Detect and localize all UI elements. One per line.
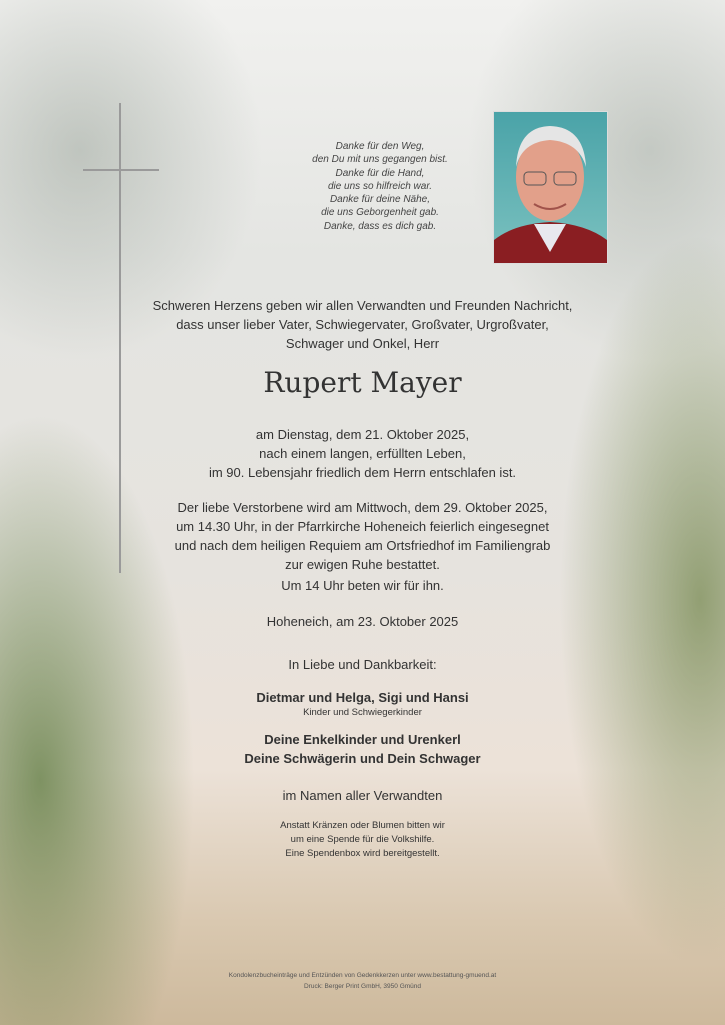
death-line: im 90. Lebensjahr friedlich dem Herrn entschlafen ist.: [208, 465, 517, 480]
donation-line: Eine Spendenbox wird bereitgestellt.: [285, 848, 440, 859]
funeral-line: und nach dem heiligen Requiem am Ortsfriedhof im Familiengrab: [174, 538, 551, 553]
intro-line: Schweren Herzens geben wir allen Verwandten und Freunden Nachricht,: [152, 298, 573, 313]
poem-line: die uns Geborgenheit gab.: [321, 207, 439, 219]
family-children: Dietmar und Helga, Sigi und Hansi: [256, 690, 469, 705]
love-text: In Liebe und Dankbarkeit:: [288, 657, 437, 672]
death-text: [0, 425, 725, 482]
poem-line: Danke für den Weg,: [335, 141, 425, 152]
donation-text: [0, 819, 725, 861]
family-grandchildren: Deine Enkelkinder und Urenkerl: [264, 732, 461, 747]
intro-text: [0, 296, 725, 353]
family-inlaws: Deine Schwägerin und Dein Schwager: [244, 751, 481, 766]
relatives-text: im Namen aller Verwandten: [282, 788, 443, 803]
footer-line: Druck: Berger Print GmbH, 3950 Gmünd: [303, 983, 422, 990]
poem-line: die uns so hilfreich war.: [327, 180, 433, 192]
cross-icon-bar: [83, 169, 159, 171]
poem-line: den Du mit uns gegangen bist.: [312, 154, 448, 166]
poem-line: Danke für die Hand,: [335, 167, 425, 179]
funeral-line: um 14.30 Uhr, in der Pfarrkirche Hoheneich feierlich eingesegnet: [176, 519, 549, 534]
deceased-name: Rupert Mayer: [263, 366, 462, 399]
footer: [0, 970, 725, 992]
prayer-text: Um 14 Uhr beten wir für ihn.: [281, 578, 444, 593]
intro-line: Schwager und Onkel, Herr: [285, 336, 440, 351]
death-line: am Dienstag, dem 21. Oktober 2025,: [255, 427, 470, 442]
funeral-line: Der liebe Verstorbene wird am Mittwoch, dem 29. Oktober 2025,: [177, 500, 548, 515]
family-children-sub: Kinder und Schwiegerkinder: [303, 707, 422, 718]
poem-line: Danke für deine Nähe,: [329, 194, 431, 206]
place-date: Hoheneich, am 23. Oktober 2025: [266, 614, 459, 629]
donation-line: Anstatt Kränzen oder Blumen bitten wir: [280, 820, 445, 831]
funeral-text: [0, 498, 725, 574]
intro-line: dass unser lieber Vater, Schwiegervater, Großvater, Urgroßvater,: [176, 317, 549, 332]
poem-line: Danke, dass es dich gab.: [323, 220, 437, 232]
death-line: nach einem langen, erfüllten Leben,: [259, 446, 466, 461]
poem: [290, 140, 470, 233]
funeral-line: zur ewigen Ruhe bestattet.: [285, 557, 440, 572]
donation-line: um eine Spende für die Volkshilfe.: [290, 834, 435, 845]
portrait-photo: [493, 111, 608, 264]
footer-line: Kondolenzbucheinträge und Entzünden von Gedenkkerzen unter www.bestattung-gmuend.at: [228, 972, 497, 979]
